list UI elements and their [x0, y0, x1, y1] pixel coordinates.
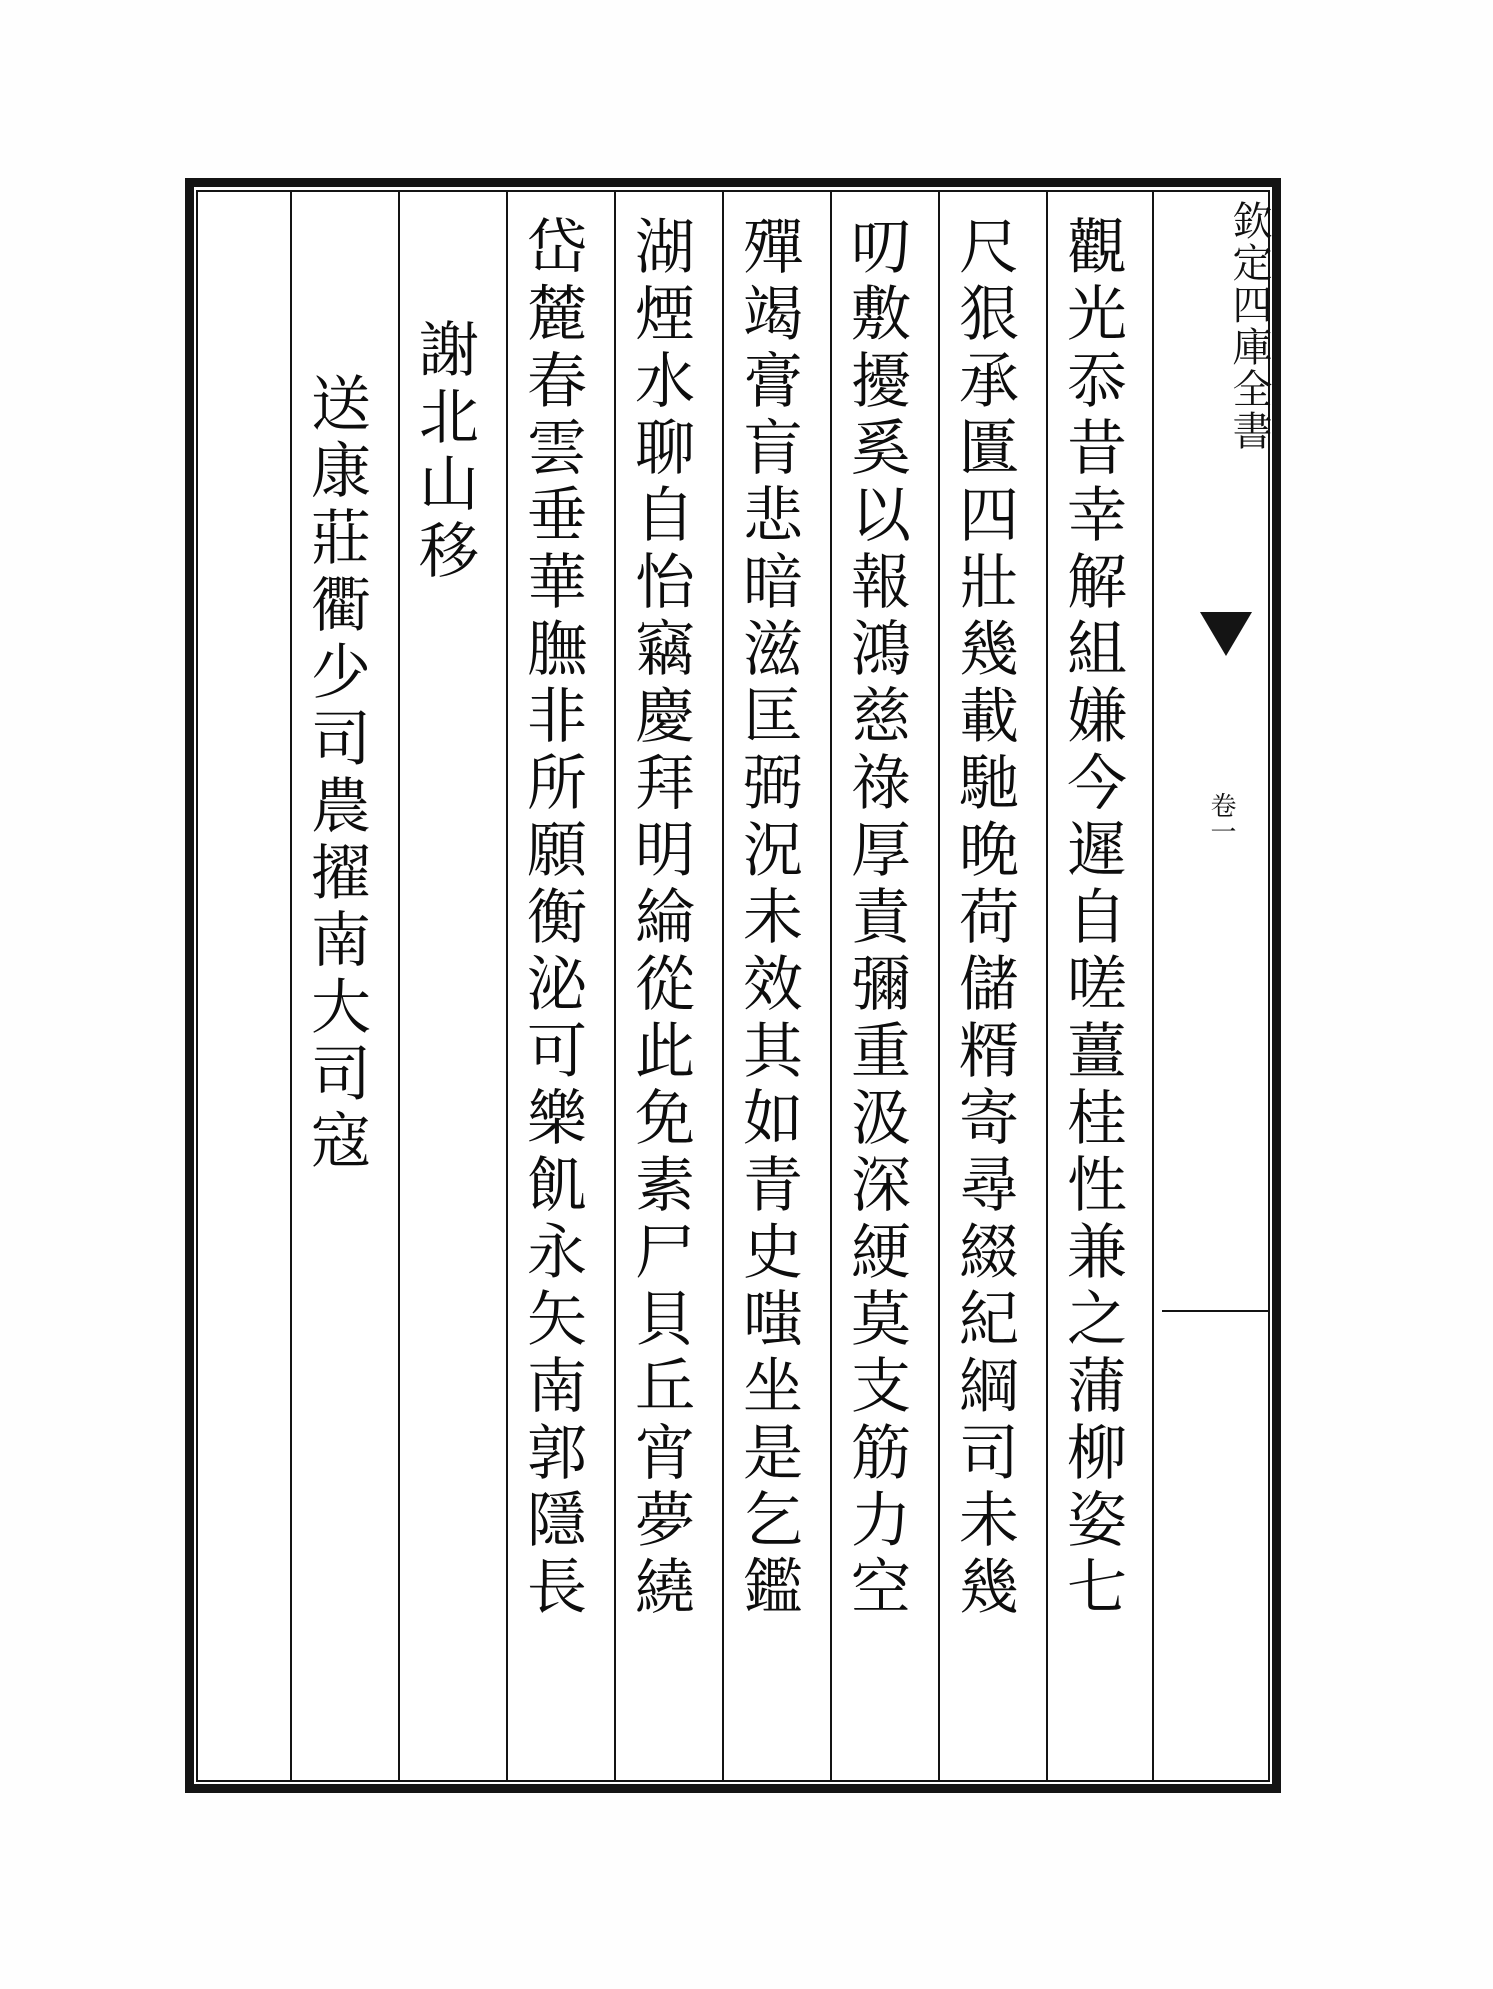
column-rule	[506, 192, 508, 1780]
text-column-7: 謝北山移	[409, 318, 479, 586]
column-rule	[614, 192, 616, 1780]
text-column-2: 尺狠承匱四壯幾載馳晚荷儲糈寄尋綴紀綱司未幾	[949, 215, 1019, 1622]
center-strip-rule	[1162, 1310, 1270, 1312]
text-column-4: 殫竭膏肓悲暗滋匡弼況未效其如青史嗤坐是乞鑑	[733, 215, 803, 1622]
text-column-5: 湖煙水聊自怡竊慶拜明綸從此免素尸貝丘宵夢繞	[625, 215, 695, 1622]
text-column-6: 岱麓春雲垂華膴非所願衡泌可樂飢永矢南郭隱長	[517, 215, 587, 1622]
column-rule	[290, 192, 292, 1780]
text-column-3: 叨敷擾奚以報鴻慈祿厚責彌重汲深綆莫支筋力空	[841, 215, 911, 1622]
column-rule	[1152, 192, 1154, 1780]
column-rule	[830, 192, 832, 1780]
text-column-8-heading: 送康莊衢少司農擢南大司寇	[301, 372, 371, 1176]
column-rule	[938, 192, 940, 1780]
book-title: 欽定四庫全書	[1226, 200, 1272, 452]
column-rule	[1046, 192, 1048, 1780]
center-fold-strip	[1162, 192, 1270, 1780]
volume-label: 卷一	[1206, 792, 1236, 844]
fishtail-icon	[1200, 612, 1252, 656]
column-rule	[398, 192, 400, 1780]
column-rule	[722, 192, 724, 1780]
text-column-1: 觀光忝昔幸解組嫌今遲自嗟薑桂性兼之蒲柳姿七	[1057, 215, 1127, 1622]
